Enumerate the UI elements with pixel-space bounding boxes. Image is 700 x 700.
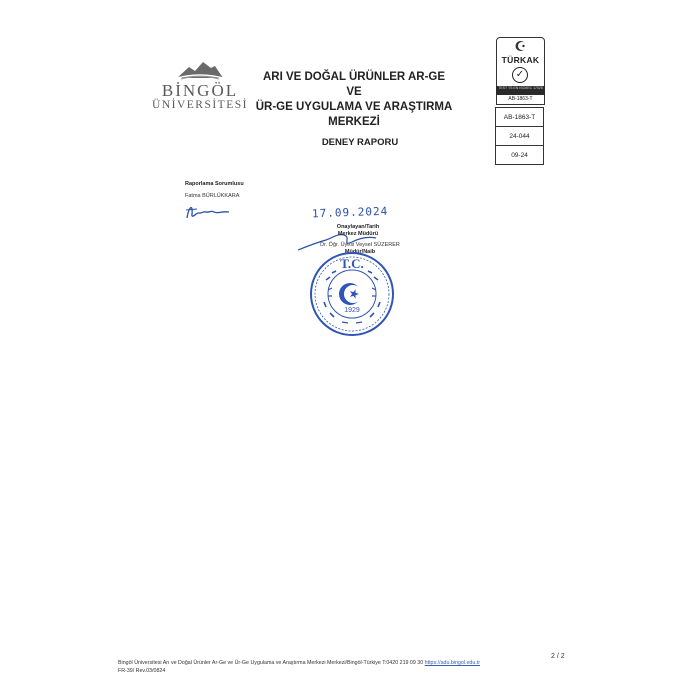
responsible-label: Raporlama Sorumlusu: [185, 181, 244, 187]
center-title: [254, 70, 454, 130]
stamp-center-text: T.C.: [340, 256, 364, 271]
accreditation-strip: TEST TS EN ISO/IEC 17025: [496, 86, 545, 95]
accreditation-code-small: AB-1863-T: [496, 95, 545, 105]
approval-label: [318, 224, 398, 238]
approver-role: Müdür/Naib: [344, 249, 376, 255]
footer-address: Bingöl Üniversitesi Arı ve Doğal Ürünler Ar-Ge ve Ür-Ge Uygulama ve Araştırma Merkezi Merkezi/Bingöl-Türkiye T:0420 219 09 30: [118, 660, 424, 666]
approver-name: Dr. Öğr. Üyesi Veysel SÜZERER: [320, 242, 400, 248]
university-logo: [150, 58, 250, 112]
approval-date: 17.09.2024: [311, 204, 389, 221]
crescent-star-icon: [497, 38, 544, 54]
report-date: 09-24: [496, 146, 544, 165]
report-number: 24-044: [496, 127, 544, 146]
turkak-brand: TÜRKAK: [501, 55, 540, 65]
table-row: [496, 146, 544, 165]
approval-label-line: Merkez Müdürü: [337, 231, 379, 237]
footer-form-code: FR-39/ Rev.03/0824: [118, 668, 166, 674]
mountain-logo-icon: [175, 58, 225, 80]
report-title: DENEY RAPORU: [321, 137, 399, 148]
check-icon: ✓: [512, 67, 528, 83]
approval-label-line: Onaylayan/Tarih: [336, 224, 380, 230]
page-number: 2 / 2: [551, 653, 565, 660]
footer-website-link[interactable]: https://adu.bingol.edu.tr: [424, 660, 481, 666]
title-line: ARI VE DOĞAL ÜRÜNLER AR-GE VE: [262, 71, 446, 98]
footer: [118, 659, 518, 675]
official-stamp: [308, 250, 396, 338]
accreditation-table: [495, 107, 544, 165]
accreditation-code: AB-1863-T: [496, 108, 544, 127]
logo-name: BİNGÖL: [161, 81, 239, 100]
table-row: [496, 108, 544, 127]
stamp-year: 1929: [344, 307, 360, 314]
title-line: ÜR-GE UYGULAMA VE ARAŞTIRMA: [255, 101, 453, 113]
title-line: MERKEZİ: [328, 116, 380, 128]
responsible-signature: [183, 200, 233, 222]
footer-line: [118, 659, 518, 667]
responsible-name: Fatma BÜRLÜKKARA: [185, 193, 240, 199]
logo-subtitle: ÜNİVERSİTESİ: [152, 99, 248, 111]
table-row: [496, 127, 544, 146]
crescent-star-icon: [339, 283, 362, 305]
